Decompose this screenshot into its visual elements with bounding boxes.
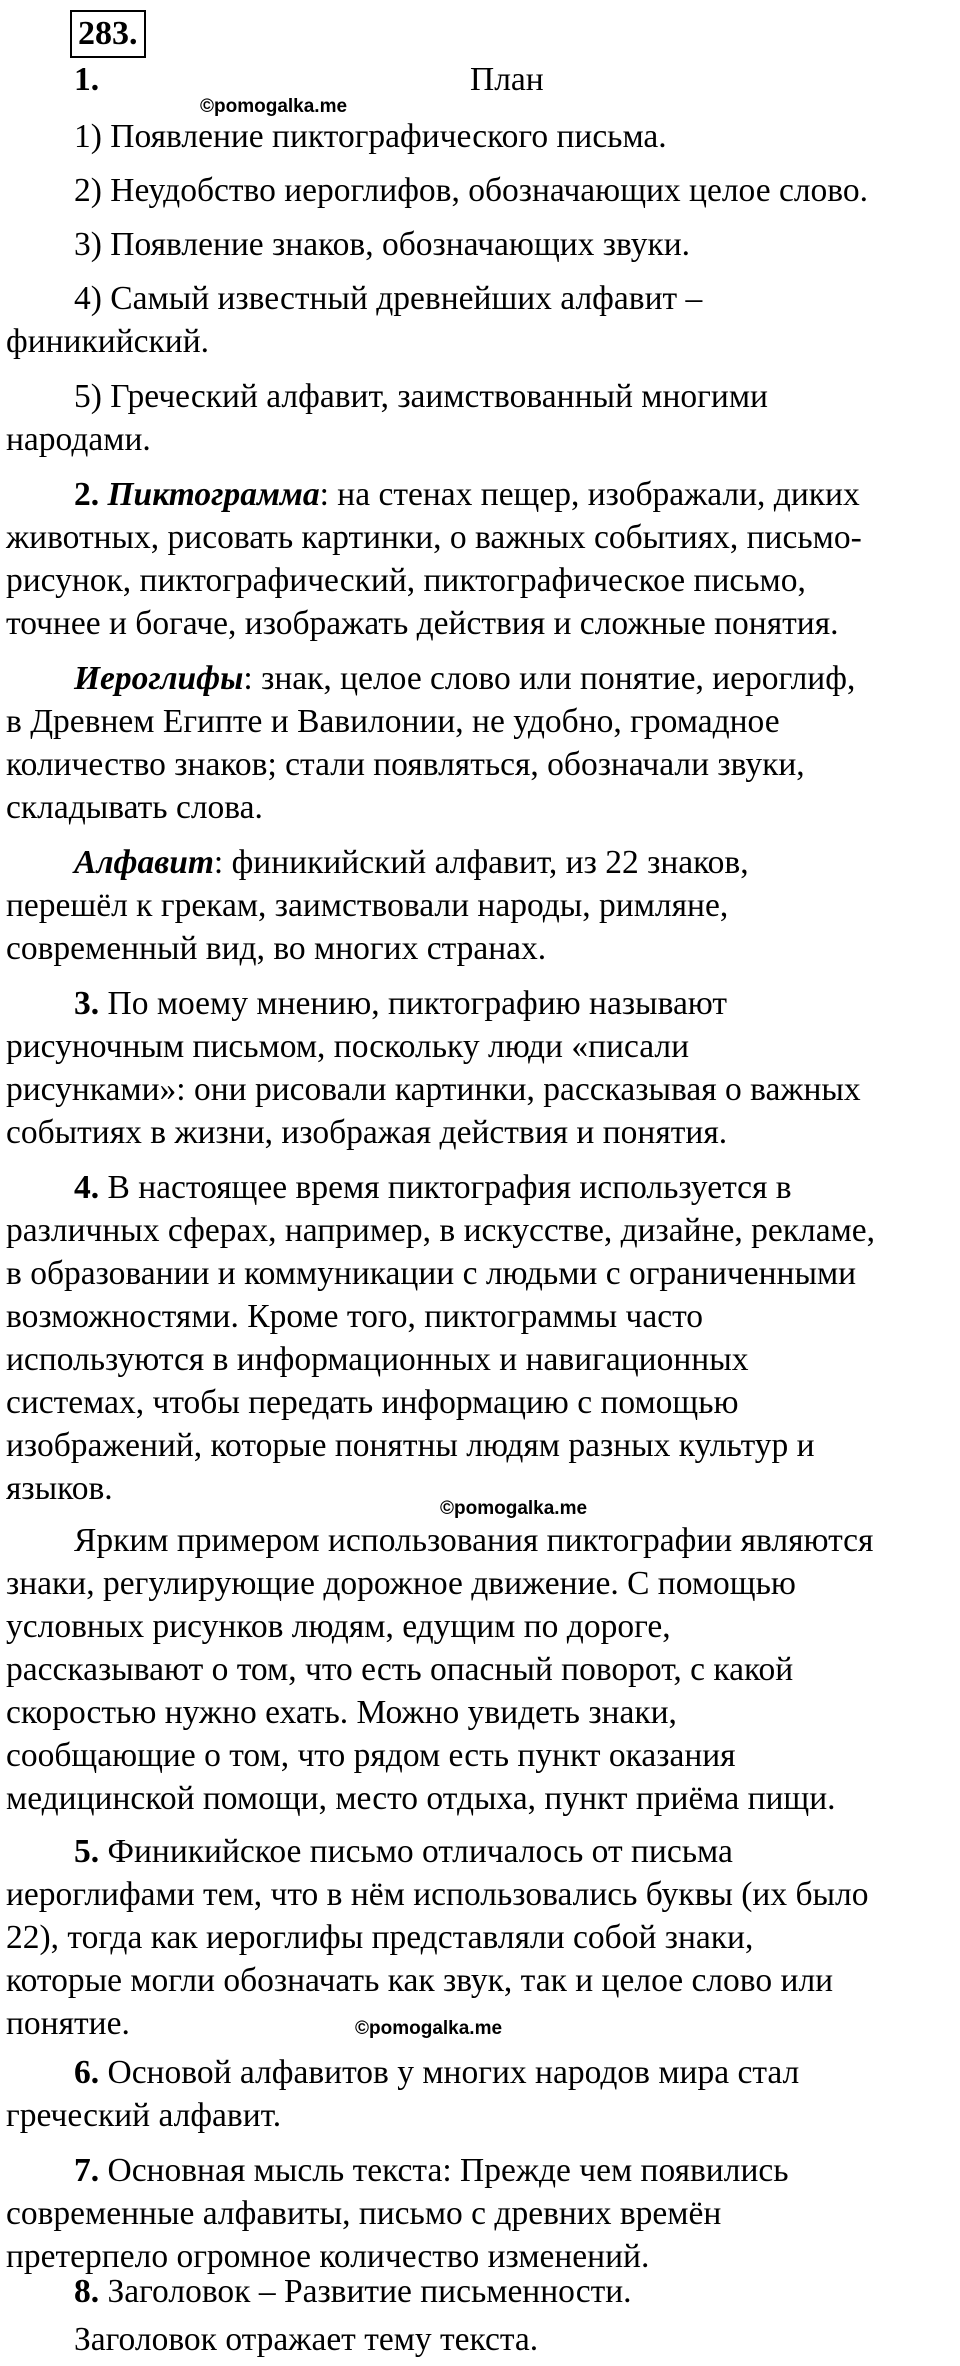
text-segment: По моему мнению, пиктографию называют: [99, 985, 728, 1022]
plan-item: 2) Неудобство иероглифов, обозначающих целое слово.: [74, 172, 869, 209]
task-number: 7.: [74, 2152, 100, 2189]
text-line: 22), тогда как иероглифы представляли собой знаки,: [6, 1919, 754, 1956]
text-line: рассказывают о том, что есть опасный поворот, с какой: [6, 1651, 794, 1688]
text-line: различных сферах, например, в искусстве, дизайне, рекламе,: [6, 1212, 876, 1249]
text-line: перешёл к грекам, заимствовали народы, римляне,: [6, 887, 729, 924]
task2-first-line: [74, 473, 860, 516]
task8-first-line: [74, 2270, 632, 2313]
text-line: возможностями. Кроме того, пиктограммы часто: [6, 1298, 704, 1335]
term-hieroglyphs: Иероглифы: [74, 660, 244, 697]
text-line: Заголовок отражает тему текста.: [74, 2321, 539, 2358]
plan-item: 3) Появление знаков, обозначающих звуки.: [74, 226, 691, 263]
text-line: рисуночным письмом, поскольку люди «писали: [6, 1028, 690, 1065]
task-number: 4.: [74, 1169, 100, 1206]
task-number: 5.: [74, 1833, 100, 1870]
text-segment: В настоящее время пиктография используется в: [99, 1169, 792, 1206]
text-line: в образовании и коммуникации с людьми с ограниченными: [6, 1255, 857, 1292]
text-line: сообщающие о том, что рядом есть пункт оказания: [6, 1737, 736, 1774]
task-number: 6.: [74, 2054, 100, 2091]
text-line: рисунок, пиктографический, пиктографическое письмо,: [6, 562, 806, 599]
text-line: событиях в жизни, изображая действия и понятия.: [6, 1114, 728, 1151]
text-line: рисунками»: они рисовали картинки, рассказывая о важных: [6, 1071, 861, 1108]
plan-item: финикийский.: [6, 323, 209, 360]
plan-item: народами.: [6, 421, 151, 458]
term-text: : знак, целое слово или понятие, иероглиф,: [243, 660, 856, 697]
watermark: ©pomogalka.me: [200, 96, 348, 117]
text-segment: Основой алфавитов у многих народов мира стал: [99, 2054, 800, 2091]
text-line: языков.: [6, 1470, 113, 1507]
text-segment: Заголовок – Развитие письменности.: [99, 2273, 632, 2310]
text-line: понятие.: [6, 2005, 130, 2042]
term2-first-line: [74, 657, 855, 700]
term-text: : финикийский алфавит, из 22 знаков,: [213, 844, 749, 881]
task5-first-line: [74, 1830, 733, 1873]
text-line: системах, чтобы передать информацию с помощью: [6, 1384, 739, 1421]
text-segment: Основная мысль текста: Прежде чем появились: [99, 2152, 789, 2189]
plan-number: 1.: [74, 61, 100, 98]
task3-first-line: [74, 982, 727, 1025]
plan-item: 1) Появление пиктографического письма.: [74, 118, 667, 155]
text-line: знаки, регулирующие дорожное движение. С помощью: [6, 1565, 796, 1602]
text-line: которые могли обозначать как звук, так и целое слово или: [6, 1962, 834, 1999]
text-line: Ярким примером использования пиктографии являются: [74, 1522, 874, 1559]
text-line: условных рисунков людям, едущим по дороге,: [6, 1608, 671, 1645]
text-line: количество знаков; стали появляться, обозначали звуки,: [6, 746, 805, 783]
task-number: 3.: [74, 985, 100, 1022]
text-line: скоростью нужно ехать. Можно увидеть знаки,: [6, 1694, 677, 1731]
term3-first-line: [74, 841, 749, 884]
text-segment: Финикийское письмо отличалось от письма: [99, 1833, 733, 1870]
exercise-number: 283.: [70, 10, 146, 58]
text-line: иероглифами тем, что в нём использовались буквы (их было: [6, 1876, 869, 1913]
task-number: 2.: [74, 476, 100, 513]
text-line: современные алфавиты, письмо с древних времён: [6, 2195, 722, 2232]
text-line: точнее и богаче, изображать действия и сложные понятия.: [6, 605, 839, 642]
text-line: складывать слова.: [6, 789, 263, 826]
text-line: используются в информационных и навигационных: [6, 1341, 749, 1378]
plan-title: План: [470, 61, 544, 98]
plan-item: 5) Греческий алфавит, заимствованный многими: [74, 378, 768, 415]
text-line: изображений, которые понятны людям разных культур и: [6, 1427, 815, 1464]
watermark: ©pomogalka.me: [440, 1498, 588, 1519]
task6-first-line: [74, 2051, 799, 2094]
term-pictogram: Пиктограмма: [107, 476, 320, 513]
text-line: животных, рисовать картинки, о важных событиях, письмо-: [6, 519, 862, 556]
plan-item: 4) Самый известный древнейших алфавит –: [74, 280, 703, 317]
term-alphabet: Алфавит: [74, 844, 214, 881]
task7-first-line: [74, 2149, 789, 2192]
text-line: медицинской помощи, место отдыха, пункт приёма пищи.: [6, 1780, 836, 1817]
task-number: 8.: [74, 2273, 100, 2310]
text-line: современный вид, во многих странах.: [6, 930, 547, 967]
text-line: претерпело огромное количество изменений.: [6, 2238, 650, 2275]
task4-first-line: [74, 1166, 792, 1209]
text-line: в Древнем Египте и Вавилонии, не удобно, громадное: [6, 703, 780, 740]
watermark: ©pomogalka.me: [355, 2018, 503, 2039]
text-line: греческий алфавит.: [6, 2097, 282, 2134]
term-text: : на стенах пещер, изображали, диких: [319, 476, 860, 513]
